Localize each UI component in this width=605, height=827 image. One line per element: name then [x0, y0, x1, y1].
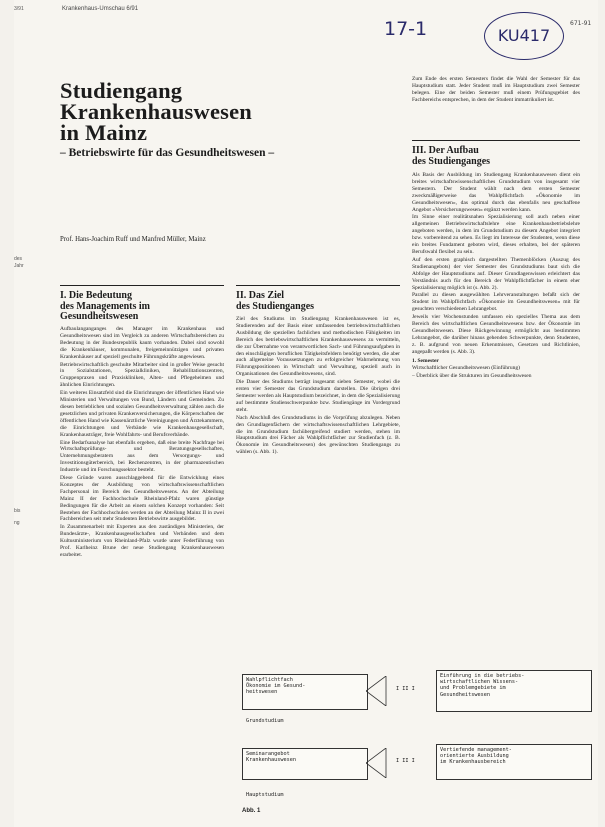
article-subtitle: – Betriebswirte für das Gesundheitswesen –: [60, 147, 275, 159]
section-rule: [60, 285, 224, 286]
figure-label-grundstudium: Grundstudium: [246, 718, 284, 724]
paragraph: Betriebswirtschaftlich geschulte Mitarbeiter sind in großer Weise gesucht in Sozialstationen, Spezialkliniken, Rehabilitationszentren, Gruppenpraxen und Praxiskliniken, Alten- und Pflegeheimen und ähnlichen Einrichtungen.: [60, 361, 224, 389]
figure-box-vertiefende: [436, 744, 592, 780]
figure-codes-row-2: I II I: [396, 758, 415, 764]
box-line: orientierte Ausbildung: [440, 753, 509, 760]
box-line: Gesundheitswesen: [440, 691, 490, 698]
section-heading-2: [236, 291, 314, 312]
column-3-text: [412, 172, 580, 604]
margin-note: ng: [14, 520, 20, 526]
margin-note: bis: [14, 508, 21, 514]
handwritten-ref-number: 17-1: [384, 18, 428, 40]
paragraph: In Zusammenarbeit mit Experten aus den zuständigen Ministerien, der Bundesärzte-, Krankenhausgesellschaften und Verbänden und dem Kultusministerium von Rheinland-Pfalz wurde unter Federführung von Prof. Karlheinz Brune der neue Studiengang Krankenhauswesen erarbeitet.: [60, 524, 224, 558]
margin-note: des: [14, 256, 23, 262]
paragraph: Eine Bedarfsanalyse hat ebenfalls ergeben, daß eine breite Nachfrage bei Wirtschaftsprüfungs- und Beratungsgesellschaften, Unternehmungsberatern aus dem Versorgungs- und Investitionsgüterbereich, bei Rechenzentren, in der pharmazeutischen Industrie und im Forschungssektor besteht.: [60, 439, 224, 474]
title-line: Studiengang: [60, 78, 183, 103]
section-heading-3: [412, 146, 490, 167]
paragraph: Als Basis der Ausbildung im Studiengang Krankenhauswesen dient ein breites wirtschaftswissenschaftliches Grundstudium von insgesamt vier Semestern. Der Student wählt nach dem ersten Semester zweckmäßigerweise das Wahlpflichtfach »Ökonomie im Gesundheitswesen«, das optimal durch das ebenfalls neu geschaffene Angebot »Versicherungswesen« ergänzt werden kann.: [412, 172, 580, 213]
title-line: Krankenhauswesen: [60, 99, 252, 124]
column-1-text: [60, 326, 224, 822]
arrow-row-1: [366, 676, 426, 706]
paragraph: Die Dauer des Studiums beträgt insgesamt sieben Semester, wobei die ersten vier Semester das Grundstudium darstellen. Die übrigen drei Semester werden als Hauptstudium bezeichnet, in dem die Spezialisierung auf bestimmte Studienschwerpunkte bzw. Studiengänge im Vordergrund steht.: [236, 379, 400, 413]
box-line: heitswesen: [246, 689, 278, 696]
box-line: und Problemgebiete im: [440, 685, 506, 692]
semester-label: 1. Semester: [412, 357, 439, 364]
heading-line: des Studienganges: [236, 300, 315, 312]
box-line: Einführung in die betriebs-: [440, 673, 525, 679]
left-margin-page-ref: 3/91: [14, 6, 24, 12]
article-authors: Prof. Hans-Joachim Ruff und Manfred Müller, Mainz: [60, 236, 206, 243]
section-rule: [412, 140, 580, 141]
figure-caption: Abb. 1: [242, 808, 261, 814]
paragraph: Ein weiteres Einsatzfeld sind die Einrichtungen der öffentlichen Hand wie Ministerien und Verwaltungen von Bund, Ländern und Gemeinden. Zu diesen betrieblichen und sozialen Gesundheitsverwaltung zählen auch die gesetzlichen und privaten Krankenversicherungen, die Körperschaften der öffentlichen Hand wie Kassenärztliche Vereinigungen und Ärztekammern, die Einrichtungen und Verbände wie Krankenhausgesellschaft, Krankenhausträger, freie Wohlfahrts- und Berufsverbände.: [60, 390, 224, 438]
paragraph: Zum Ende des ersten Semesters findet die Wahl der Semester für das Hauptstudium statt. Jeder Student muß im Hauptstudium zwei Semester belegen. Eine der beiden Semester muß einem Prüfungsgebiet des Fachbereichs entsprechen, in dem der Student immatrikuliert ist.: [412, 76, 580, 103]
heading-line: I. Die Bedeutung: [60, 290, 132, 301]
section-rule: [236, 285, 400, 286]
column-2-text: [236, 316, 400, 664]
figure-box-seminarangebot: [242, 748, 368, 780]
box-line: Seminarangebot: [246, 751, 290, 757]
paragraph: Auf den ersten graphisch dargestellten Themenblöcken (Auszug des Studienangebots) der vier Semester des Grundstudiums baut sich die Abfolge der Hauptstudiums auf. Dieser Grundlagenwissen erleichtert das Verständnis auch für den Bereich der Wahlpflichtfächer in einem eher Spezialisierung möglich ist (s. Abb. 2).: [412, 256, 580, 291]
arrow-row-2: [366, 748, 426, 778]
document-page: [14, 0, 598, 827]
paragraph: Ziel des Studiums im Studiengang Krankenhauswesen ist es, Studierenden auf der Basis einer umfassenden betriebswirtschaftlichen Ausbildung die speziellen fachlichen und methodischen Fähigkeiten im Bereich des betriebswirtschaftlichen Krankenhauswesens zu vermitteln, die zur Übernahme von verantwortlichen Sach- und Führungsaufgaben in den einschlägigen beruflichen Tätigkeitsfeldern benötigt werden, die aber auch allgemeine Voraussetzungen zu erfolgreicher Wahrnehmung von Führungspositionen in Wirtschaft und Verwaltung, speziell auch in Organisationen des Gesundheitswesens, sind.: [236, 316, 400, 378]
heading-line: des Studienganges: [412, 155, 491, 167]
box-line: im Krankenhausbereich: [440, 759, 506, 766]
handwritten-corner-note: 671-91: [570, 20, 592, 27]
heading-line: Gesundheitswesen: [60, 311, 139, 322]
box-line: Ökonomie im Gesund-: [246, 683, 306, 690]
box-line: Krankenhauswesen: [246, 757, 296, 764]
article-title: [60, 80, 252, 143]
paragraph: Parallel zu diesen ausgewählten Lehrveranstaltungen befaßt sich der Student im Wahlpflichtfach »Ökonomie im Gesundheitswesen« mit für gesuchten verschiedenen Lehrangebot.: [412, 292, 580, 313]
figure-box-wahlpflichtfach: [242, 674, 368, 710]
margin-note: Jahr: [14, 263, 24, 269]
paragraph: Nach Abschluß des Grundstudiums in die Vorprüfung abzulegen. Neben den Grundlagenfächern der wirtschaftswissenschaftlichen Lehrgebiete, die im Grundstudium fachübergreifend studiert werden, stehen im Hauptstudium drei Fächer als Wahlpflichtfächer zur Studienfach (z. B. Ökonomie im Gesundheitswesen) des gewünschten Studiengangs zu wählen (s. Abb. 1).: [236, 414, 400, 456]
title-line: in Mainz: [60, 120, 148, 145]
figure-box-einfuehrung: [436, 670, 592, 712]
section-heading-1: [60, 291, 150, 323]
semester-text: Wirtschaftlicher Gesundheitswesen (Einführung): [412, 365, 520, 372]
paragraph: Diese Gründe waren ausschlaggebend für die Entwicklung eines Konzeptes der Ausbildung von wirtschaftswissenschaftlichen Fachpersonal im Bereich des Gesundheitswesens. An der Abteilung Mainz II der Fachhochschule Rheinland-Pfalz waren günstige Bedingungen für die Arbeit an einem solchen Konzept vorhanden: Seit Bestehen der Fachhochschulen werden an der Abteilung Mainz II in zwei Fachbereichen seit mehr Studenten Betriebswirte ausgebildet.: [60, 475, 224, 523]
paragraph: Jeweils vier Wochenstunden umfassen ein spezielles Thema aus dem Bereich des wirtschaftlichen Gesundheitswesens bzw. der Ökonomie im Gesundheitswesen. Diese Rückgewinnung ermöglicht aus bestimmten Lehrangebot, die darüber hinaus gehenden Schwerpunkte, denn Studenten, z. B. aufgrund von neuen Erkenntnissen, Gesetzen und Richtlinien, angepaßt werden (s. Abb. 3).: [412, 314, 580, 355]
paragraph: Im Sinne einer realitätsnahen Spezialisierung soll auch neben einer allgemeinen Betriebswirtschaftslehre eine Krankenhausbetriebslehre angeboten werden, in dem im Grundstudium zu diesem Angebot integriert bzw. vorbereitend zu sehen. Es liegt im Interesse der Studenten, wenn diese ein breites Fundament geboten wird, dieses erhalten, bei der späteren Berufswahl flexibel zu sein.: [412, 214, 580, 255]
column-3-top-text: [412, 76, 580, 136]
heading-line: des Managements im: [60, 300, 150, 312]
semester-bullet: – Überblick über die Strukturen im Gesundheitswesen: [412, 373, 532, 380]
box-line: Vertiefende management-: [440, 747, 512, 753]
paragraph: Aufbaulanganganges des Manager im Krankenhaus und Gesundheitswesen sind im Vergleich zu anderen Wirtschaftsbereichen zu Bedeutung in der Bundesrepublik kaum vorhanden. Dabei sind sowohl die Krankenhäuser, kommunalen, freigemeinnützigen und privaten Krankenhäuser auf speziell geschulte Führungskräfte angewiesen.: [60, 326, 224, 360]
handwritten-archive-code: KU417: [484, 12, 564, 60]
figure-abb-1: [236, 662, 592, 822]
heading-line: II. Das Ziel: [236, 290, 285, 301]
heading-line: III. Der Aufbau: [412, 145, 479, 156]
figure-label-hauptstudium: Hauptstudium: [246, 792, 284, 798]
figure-codes-row-1: I II I: [396, 686, 415, 692]
arrow-head: [366, 748, 386, 778]
journal-header: Krankenhaus-Umschau 6/91: [62, 6, 139, 12]
box-line: wirtschaftlichen Wissens-: [440, 679, 519, 686]
box-line: Wahlpflichtfach: [246, 677, 293, 683]
arrow-head: [366, 676, 386, 706]
